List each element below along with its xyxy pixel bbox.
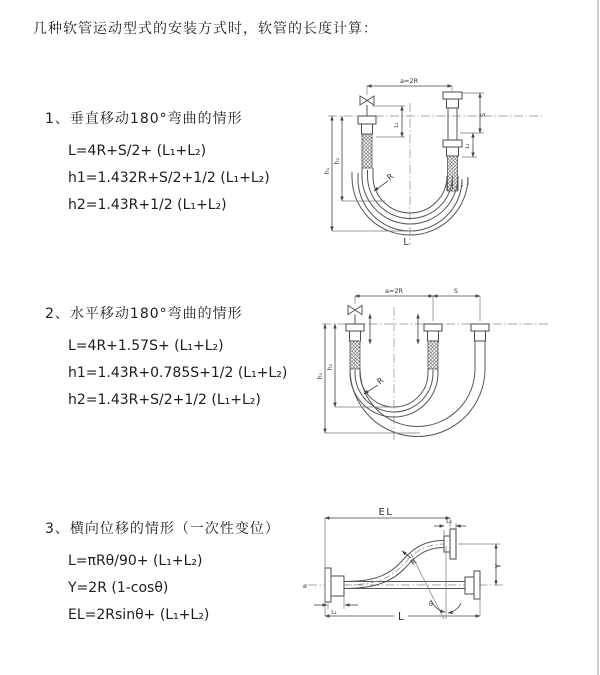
dimension-width xyxy=(355,287,480,321)
dimension-width xyxy=(367,77,452,95)
dim-label-h2: h₂ xyxy=(334,157,341,165)
braid-section xyxy=(362,134,372,168)
right-flanges xyxy=(443,92,462,191)
diagram-lateral-displacement xyxy=(298,498,598,658)
dimension-l xyxy=(325,588,480,623)
section-lateral-displacement xyxy=(45,518,280,629)
radius-callout xyxy=(402,551,418,567)
formula-line: h1=1.432R+S/2+1/2 (L₁+L₂) xyxy=(68,170,270,186)
braid-section xyxy=(428,341,438,369)
formula-line: L=4R+1.57S+ (L₁+L₂) xyxy=(68,338,224,354)
left-flange xyxy=(346,324,364,369)
right-flange xyxy=(471,324,489,341)
formula-line: L=πRθ/90+ (L₁+L₂) xyxy=(68,553,203,569)
dim-label-s: S xyxy=(453,287,459,295)
angle-label: θ xyxy=(429,600,433,608)
curved-hose-position xyxy=(344,529,456,589)
dim-label-a2r: a=2R xyxy=(384,287,404,295)
section-3-heading: 3、横向位移的情形（一次性变位） xyxy=(45,521,280,537)
formula-line: EL=2Rsinθ+ (L₁+L₂) xyxy=(68,607,210,623)
valve-icon xyxy=(348,306,362,325)
section-vertical-movement xyxy=(45,108,270,219)
hose-u-curves xyxy=(350,341,485,436)
section-2-heading: 2、水平移动180°弯曲的情形 xyxy=(45,306,243,322)
dim-label-s: S xyxy=(479,112,487,118)
dim-label-l1: L₁ xyxy=(394,122,400,128)
formula-line: h1=1.43R+0.785S+1/2 (L₁+L₂) xyxy=(68,365,288,381)
left-flange xyxy=(358,116,376,168)
length-label: L xyxy=(403,237,409,248)
diagram-vertical-180-bend xyxy=(310,73,600,253)
formula-line: h2=1.43R+S/2+1/2 (L₁+L₂) xyxy=(68,392,261,408)
dim-label-a2r: a=2R xyxy=(399,77,419,85)
dimension-l1-left xyxy=(372,106,405,137)
middle-flange xyxy=(424,324,442,369)
bore-label: ø xyxy=(303,583,307,590)
raised-flange-plate xyxy=(450,529,456,559)
formula-line: Y=2R (1-cosθ) xyxy=(68,580,169,596)
raised-flange-hub xyxy=(444,536,450,552)
radius-label: R xyxy=(375,375,386,387)
dimension-h1 xyxy=(317,324,420,433)
dim-label-y: Y xyxy=(494,563,503,569)
section-horizontal-movement xyxy=(45,303,287,414)
dimension-s-right xyxy=(460,93,487,157)
valve-icon xyxy=(360,96,374,116)
left-flange xyxy=(325,568,344,602)
dim-label-h2: h₂ xyxy=(327,363,334,371)
dim-label-l2: L₂ xyxy=(446,518,452,525)
dim-label-el: EL xyxy=(378,507,394,518)
dim-label-l: L xyxy=(397,610,405,623)
formula-line: h2=1.43R+1/2 (L₁+L₂) xyxy=(68,197,227,213)
radius-label: R xyxy=(408,556,419,568)
formula-line: L=4R+S/2+ (L₁+L₂) xyxy=(68,143,207,159)
radius-callout xyxy=(364,376,386,394)
diagram-horizontal-180-bend xyxy=(310,281,600,456)
dimension-l1 xyxy=(314,597,358,616)
page-title: 几种软管运动型式的安装方式时，软管的长度计算： xyxy=(33,21,378,37)
dim-label-l1: L₁ xyxy=(331,609,337,616)
section-1-heading: 1、垂直移动180°弯曲的情形 xyxy=(45,111,243,127)
dim-label-h1: h₁ xyxy=(317,372,324,380)
dim-label-l1: L₁ xyxy=(465,143,471,149)
radius-callout xyxy=(374,172,396,191)
dim-label-h1: h₁ xyxy=(324,167,331,175)
braid-section xyxy=(350,341,360,369)
braid-section xyxy=(448,156,458,191)
radius-label: R xyxy=(385,171,396,183)
